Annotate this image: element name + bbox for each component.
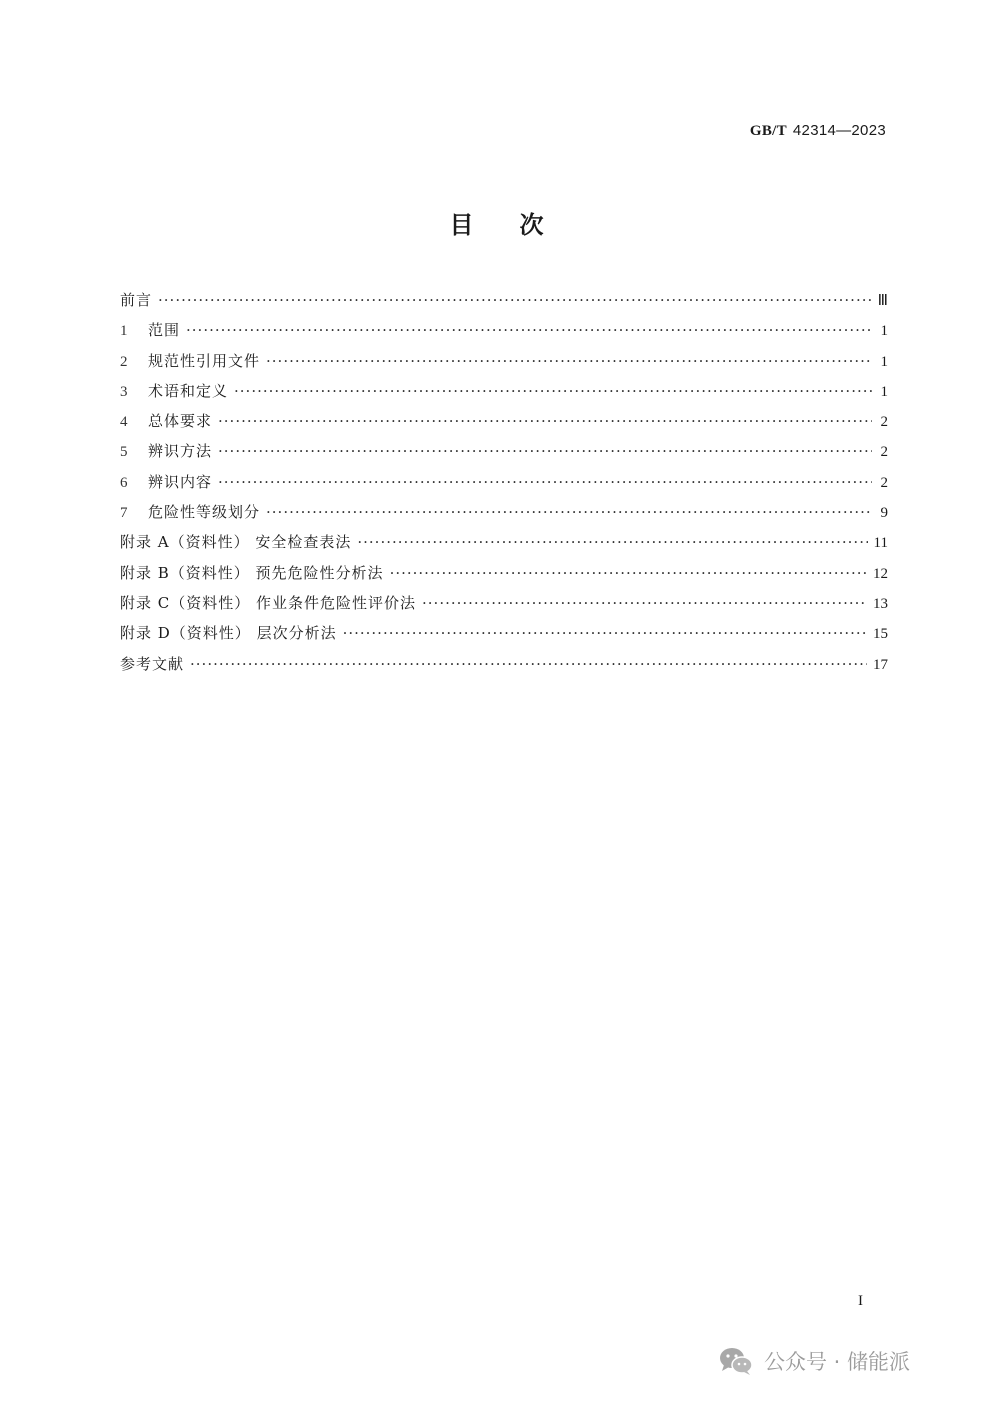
standard-code-number: 42314—2023 [792,122,886,139]
standard-code-prefix: GB/T [749,123,787,139]
toc-entry-page: 17 [873,656,888,673]
toc-leader-dots [343,622,867,644]
toc-leader-dots [218,471,872,493]
table-of-contents [120,289,888,683]
toc-entry-label: 参考文献 [120,654,185,673]
toc-entry-page: 15 [873,626,888,643]
toc-entry-appendix-d[interactable] [120,622,888,652]
toc-entry-page: Ⅲ [877,293,888,309]
toc-entry-number: 6 [120,474,128,491]
toc-entry-identification-methods[interactable] [120,440,888,470]
toc-entry-general-requirements[interactable] [120,410,888,440]
toc-entry-label: 前言 [120,291,153,309]
toc-entry-identification-content[interactable] [120,471,888,501]
toc-entry-label: 附录 A（资料性） 安全检查表法 [120,533,352,552]
wechat-icon [718,1346,754,1376]
toc-entry-label: 附录 B（资料性） 预先危险性分析法 [120,563,384,582]
toc-entry-hazard-classification[interactable] [120,501,888,531]
toc-entry-page: 11 [873,535,888,552]
toc-entry-appendix-a[interactable] [120,531,888,561]
toc-entry-page: 2 [880,414,888,431]
toc-entry-page: 1 [880,323,888,340]
toc-leader-dots [218,410,872,432]
toc-leader-dots [266,501,872,523]
toc-entry-page: 2 [880,474,888,491]
toc-entry-terms-definitions[interactable] [120,380,888,410]
toc-title: 目次 [449,211,590,239]
toc-entry-number: 4 [120,414,128,431]
toc-leader-dots [422,592,867,614]
toc-entry-number: 7 [120,505,128,522]
toc-entry-normative-references[interactable] [120,350,888,380]
toc-entry-foreword[interactable] [120,289,888,319]
toc-entry-number: 1 [120,323,128,340]
toc-leader-dots [186,319,872,341]
toc-entry-appendix-b[interactable] [120,562,888,592]
toc-entry-number: 5 [120,444,128,461]
toc-entry-number: 3 [120,383,128,400]
toc-entry-label: 辨识方法 [148,442,213,461]
toc-entry-appendix-c[interactable] [120,592,888,622]
toc-entry-page: 9 [880,505,888,522]
toc-leader-dots [357,531,867,553]
toc-entry-page: 2 [880,444,888,461]
toc-entry-label: 附录 D（资料性） 层次分析法 [120,624,337,643]
watermark-text: 公众号 · 储能派 [764,1350,911,1374]
toc-leader-dots [218,440,872,462]
toc-leader-dots [266,350,872,372]
standard-code [750,122,886,140]
toc-leader-dots [190,653,867,675]
toc-entry-page: 13 [873,595,888,612]
toc-leader-dots [390,562,867,584]
toc-entry-label: 总体要求 [148,412,213,431]
toc-entry-label: 范围 [148,321,181,340]
page-number: I [858,1293,863,1309]
toc-entry-number: 2 [120,353,128,370]
toc-entry-page: 1 [880,353,888,370]
toc-leader-dots [234,380,872,402]
toc-entry-page: 12 [873,565,888,582]
toc-entry-scope[interactable] [120,319,888,349]
toc-entry-label: 附录 C（资料性） 作业条件危险性评价法 [120,593,417,612]
toc-entry-label: 辨识内容 [148,472,213,491]
toc-entry-bibliography[interactable] [120,653,888,683]
toc-entry-label: 术语和定义 [148,381,229,400]
toc-entry-label: 危险性等级划分 [148,503,261,522]
toc-leader-dots [158,289,872,311]
watermark [718,1346,910,1376]
toc-entry-page: 1 [880,383,888,400]
toc-entry-label: 规范性引用文件 [148,351,261,370]
